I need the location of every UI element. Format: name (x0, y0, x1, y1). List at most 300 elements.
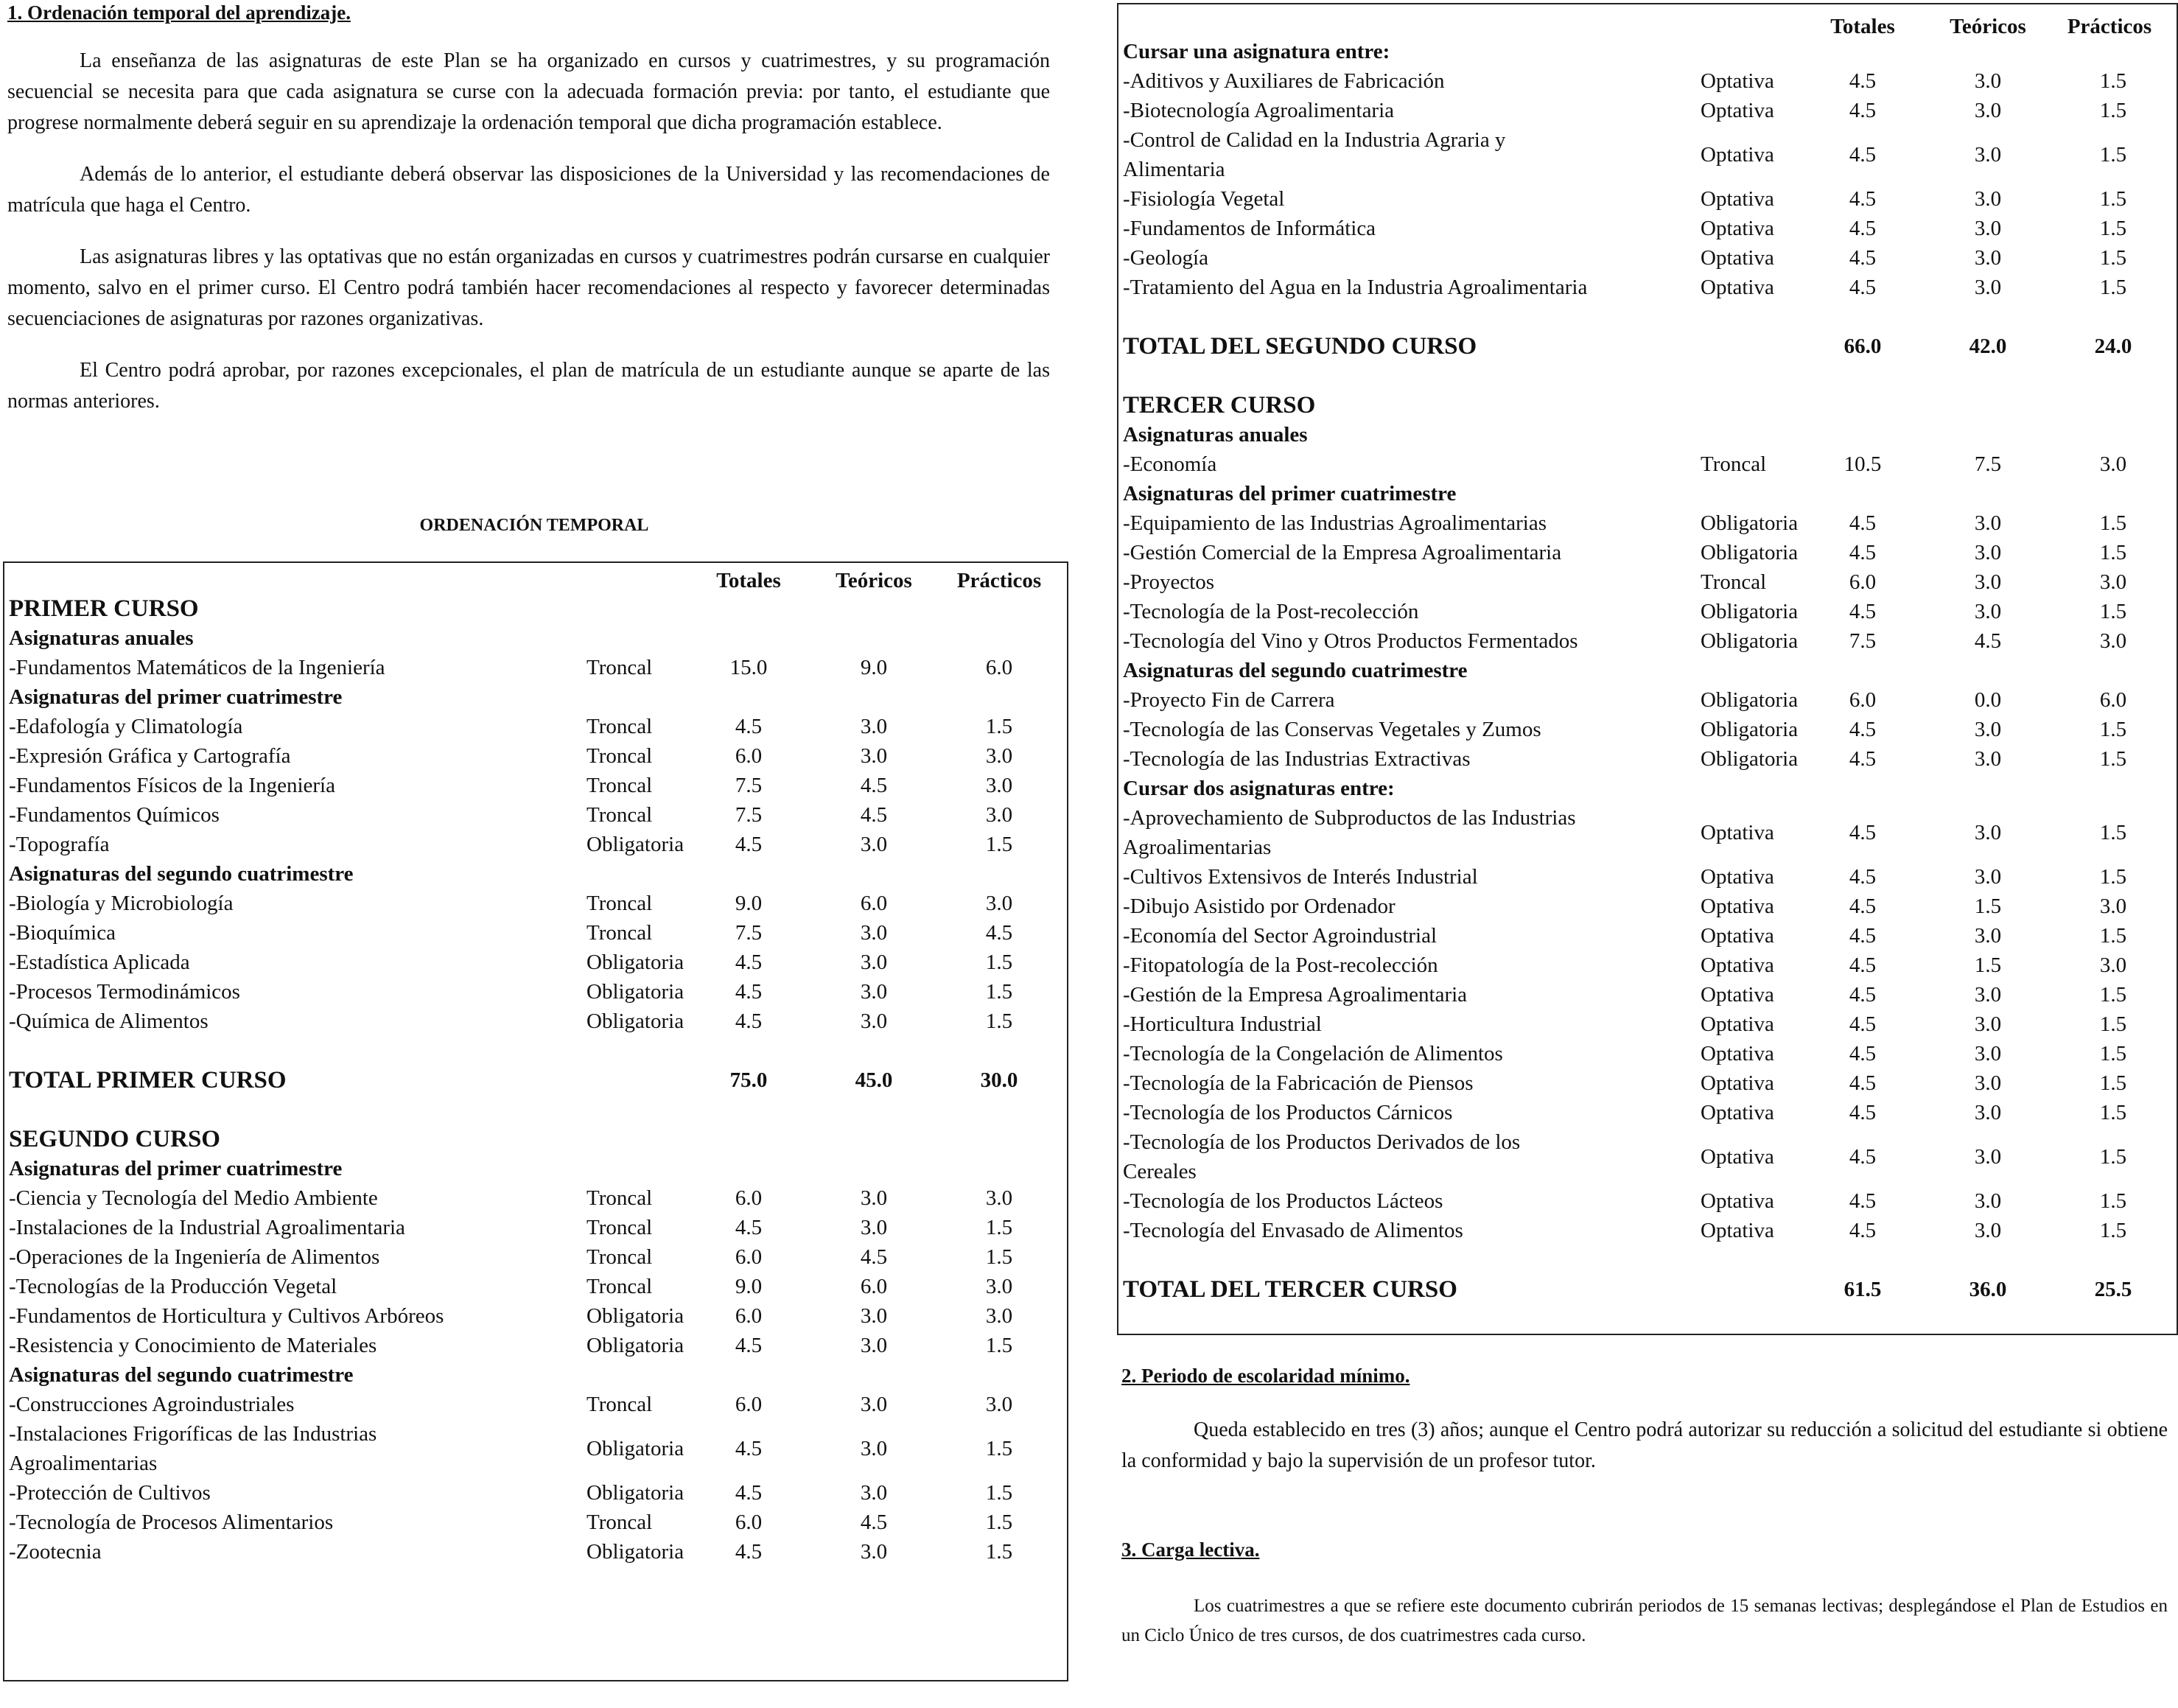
subject-name: -Tecnología de las Industrias Extractivas (1123, 747, 1471, 771)
subject-teoricos: 1.5 (1974, 953, 2002, 977)
subject-row (1118, 744, 2177, 774)
course-title: SEGUNDO CURSO (9, 1126, 220, 1152)
section-3-text: Los cuatrimestres a que se refiere este documento cubrirán periodos de 15 semanas lectivas; desplegándose el Plan de Estudios en un Ciclo Único de tres cursos, de dos cuatrimestres cada curso. (1121, 1596, 2168, 1645)
subject-totales: 4.5 (1849, 1012, 1877, 1036)
subject-name: -Tecnología de las Conservas Vegetales y Zumos (1123, 718, 1541, 741)
subject-teoricos: 3.0 (1974, 924, 2002, 948)
group-heading (1118, 479, 2177, 508)
subject-type: Obligatoria (1701, 718, 1799, 741)
subject-type: Obligatoria (1701, 541, 1799, 564)
subject-name: -Biotecnología Agroalimentaria (1123, 99, 1395, 122)
subject-type: Optativa (1701, 821, 1774, 844)
subject-row (1118, 273, 2177, 302)
subject-practicos: 1.5 (985, 833, 1013, 856)
subject-practicos: 1.5 (2099, 246, 2127, 270)
subject-practicos: 1.5 (2099, 1071, 2127, 1095)
subject-name: -Procesos Termodinámicos (9, 980, 240, 1004)
subject-totales: 4.5 (1849, 1071, 1877, 1095)
subject-type: Optativa (1701, 99, 1774, 122)
group-heading (1118, 774, 2177, 803)
subject-row (1118, 892, 2177, 921)
subject-name: -Química de Alimentos (9, 1009, 209, 1033)
subject-teoricos: 1.5 (1974, 895, 2002, 918)
subject-totales: 6.0 (735, 1304, 763, 1328)
subject-practicos: 1.5 (2099, 983, 2127, 1007)
subject-name: -Tecnología de la Fabricación de Piensos (1123, 1071, 1474, 1095)
subject-row (4, 1301, 1067, 1331)
subject-row (4, 1508, 1067, 1537)
subject-practicos: 1.5 (2099, 187, 2127, 211)
subject-row (1118, 508, 2177, 538)
subject-teoricos: 3.0 (860, 1481, 888, 1505)
subject-practicos: 6.0 (2099, 688, 2127, 712)
subject-type: Optativa (1701, 1071, 1774, 1095)
subject-row (1118, 125, 2177, 184)
table-title: ORDENACIÓN TEMPORAL (419, 516, 649, 535)
total-practicos: 25.5 (2094, 1278, 2132, 1301)
group-heading (1118, 37, 2177, 66)
header-teoricos: Teóricos (836, 569, 912, 592)
subject-teoricos: 3.0 (1974, 1145, 2002, 1169)
subject-practicos: 3.0 (985, 774, 1013, 797)
group-heading (1118, 656, 2177, 685)
subject-row (1118, 66, 2177, 96)
subject-practicos: 1.5 (2099, 69, 2127, 93)
subject-row (4, 889, 1067, 918)
subject-totales: 15.0 (729, 656, 768, 679)
subject-teoricos: 4.5 (1974, 629, 2002, 653)
subject-row (1118, 96, 2177, 125)
subject-type: Obligatoria (586, 951, 684, 974)
subject-totales: 6.0 (735, 744, 763, 768)
subject-name: -Gestión Comercial de la Empresa Agroalimentaria (1123, 541, 1562, 564)
group-title: Asignaturas anuales (9, 626, 194, 650)
subject-teoricos: 3.0 (860, 980, 888, 1004)
subject-practicos: 1.5 (985, 1009, 1013, 1033)
subject-practicos: 1.5 (2099, 1101, 2127, 1124)
header-teoricos: Teóricos (1950, 15, 2026, 38)
subject-type: Optativa (1701, 983, 1774, 1007)
group-title: Cursar una asignatura entre: (1123, 40, 1390, 63)
subject-type: Troncal (586, 1275, 653, 1298)
header-totales: Totales (716, 569, 781, 592)
subject-row (4, 918, 1067, 948)
subject-practicos: 1.5 (985, 980, 1013, 1004)
subject-totales: 4.5 (1849, 747, 1877, 771)
subject-teoricos: 3.0 (1974, 69, 2002, 93)
subject-teoricos: 3.0 (860, 921, 888, 945)
subject-type: Optativa (1701, 217, 1774, 240)
subject-totales: 6.0 (735, 1245, 763, 1269)
group-heading (4, 682, 1067, 712)
subject-totales: 4.5 (735, 1334, 763, 1357)
subject-name: -Cultivos Extensivos de Interés Industrial (1123, 865, 1478, 889)
section-1-body (7, 46, 1050, 417)
subject-teoricos: 4.5 (860, 803, 888, 827)
subject-practicos: 3.0 (985, 803, 1013, 827)
subject-practicos: 1.5 (2099, 217, 2127, 240)
subject-type: Obligatoria (586, 1009, 684, 1033)
subject-type: Optativa (1701, 1219, 1774, 1242)
subject-row (1118, 243, 2177, 273)
subject-teoricos: 6.0 (860, 1275, 888, 1298)
subject-totales: 4.5 (1849, 1101, 1877, 1124)
subject-row (1118, 803, 2177, 862)
subject-practicos: 1.5 (2099, 747, 2127, 771)
total-row (4, 1065, 1067, 1095)
group-title: Asignaturas del segundo cuatrimestre (9, 1363, 354, 1387)
subject-row (1118, 1127, 2177, 1186)
subject-teoricos: 3.0 (1974, 1042, 2002, 1065)
course-heading (4, 1124, 1067, 1154)
subject-practicos: 3.0 (985, 1275, 1013, 1298)
section-1-heading: 1. Ordenación temporal del aprendizaje. (7, 1, 351, 24)
subject-practicos: 1.5 (2099, 1189, 2127, 1213)
subject-row (1118, 449, 2177, 479)
subject-name: -Estadística Aplicada (9, 951, 190, 974)
paragraph: La enseñanza de las asignaturas de este Plan se ha organizado en cursos y cuatrimestres, y su programación secuencial se necesita para que cada asignatura se curse con la adecuada formación previa: por tanto, el estudiante que progrese normalmente deberá seguir en su aprendizaje la ordenación temporal que dicha programación establece. (7, 49, 1050, 134)
subject-row (1118, 1068, 2177, 1098)
subject-totales: 4.5 (1849, 276, 1877, 299)
subject-totales: 4.5 (735, 1437, 763, 1460)
subject-teoricos: 3.0 (860, 1304, 888, 1328)
subject-name-line2: Cereales (1123, 1160, 1197, 1183)
subject-type: Obligatoria (586, 1481, 684, 1505)
subject-teoricos: 3.0 (1974, 276, 2002, 299)
subject-row (4, 1390, 1067, 1419)
subject-row (4, 948, 1067, 977)
subject-name: -Tecnología del Vino y Otros Productos Fermentados (1123, 629, 1578, 653)
subject-row (4, 1419, 1067, 1478)
group-heading (4, 1360, 1067, 1390)
subject-type: Troncal (586, 1216, 653, 1239)
subject-teoricos: 3.0 (860, 833, 888, 856)
subject-name: -Edafología y Climatología (9, 715, 243, 738)
total-teoricos: 36.0 (1969, 1278, 2007, 1301)
subject-type: Optativa (1701, 1042, 1774, 1065)
subject-totales: 4.5 (735, 1540, 763, 1564)
subject-totales: 7.5 (735, 774, 763, 797)
subject-name: -Tratamiento del Agua en la Industria Agroalimentaria (1123, 276, 1588, 299)
subject-practicos: 1.5 (2099, 276, 2127, 299)
subject-name: -Construcciones Agroindustriales (9, 1393, 295, 1416)
left-table (3, 561, 1068, 1681)
subject-type: Optativa (1701, 1012, 1774, 1036)
subject-name: -Fundamentos Químicos (9, 803, 220, 827)
subject-totales: 4.5 (1849, 143, 1877, 167)
right-table (1117, 3, 2178, 1335)
subject-name: -Tecnología de los Productos Derivados de los (1123, 1130, 1521, 1154)
subject-teoricos: 3.0 (860, 1009, 888, 1033)
subject-type: Obligatoria (1701, 747, 1799, 771)
total-practicos: 24.0 (2094, 335, 2132, 358)
subject-row (1118, 1186, 2177, 1216)
group-heading (4, 1154, 1067, 1183)
subject-row (1118, 1098, 2177, 1127)
subject-name: -Tecnología de la Congelación de Alimentos (1123, 1042, 1503, 1065)
subject-name: -Zootecnia (9, 1540, 102, 1564)
subject-name: -Tecnología de los Productos Cárnicos (1123, 1101, 1453, 1124)
subject-type: Obligatoria (586, 1540, 684, 1564)
subject-name: -Horticultura Industrial (1123, 1012, 1322, 1036)
subject-practicos: 1.5 (2099, 143, 2127, 167)
subject-totales: 7.5 (1849, 629, 1877, 653)
subject-teoricos: 3.0 (860, 1216, 888, 1239)
total-row (1118, 332, 2177, 361)
subject-row (1118, 951, 2177, 980)
subject-teoricos: 3.0 (860, 1186, 888, 1210)
subject-teoricos: 3.0 (1974, 600, 2002, 623)
subject-practicos: 1.5 (985, 1437, 1013, 1460)
subject-name: -Gestión de la Empresa Agroalimentaria (1123, 983, 1468, 1007)
group-title: Asignaturas del segundo cuatrimestre (9, 862, 354, 886)
subject-type: Obligatoria (586, 833, 684, 856)
subject-name: -Biología y Microbiología (9, 892, 234, 915)
subject-practicos: 1.5 (2099, 600, 2127, 623)
subject-type: Optativa (1701, 1189, 1774, 1213)
subject-practicos: 3.0 (2099, 953, 2127, 977)
subject-type: Obligatoria (1701, 511, 1799, 535)
subject-name: -Fundamentos Matemáticos de la Ingeniería (9, 656, 385, 679)
subject-teoricos: 3.0 (860, 1334, 888, 1357)
subject-name-line2: Alimentaria (1123, 158, 1225, 181)
subject-type: Optativa (1701, 865, 1774, 889)
subject-name: -Tecnología del Envasado de Alimentos (1123, 1219, 1463, 1242)
total-practicos: 30.0 (980, 1068, 1018, 1092)
subject-name: -Ciencia y Tecnología del Medio Ambiente (9, 1186, 378, 1210)
subject-type: Troncal (586, 744, 653, 768)
subject-teoricos: 3.0 (1974, 1189, 2002, 1213)
subject-totales: 4.5 (1849, 1042, 1877, 1065)
subject-totales: 4.5 (735, 1009, 763, 1033)
subject-type: Optativa (1701, 924, 1774, 948)
subject-type: Obligatoria (1701, 629, 1799, 653)
subject-totales: 4.5 (1849, 865, 1877, 889)
subject-practicos: 6.0 (985, 656, 1013, 679)
subject-name: -Fundamentos de Informática (1123, 217, 1376, 240)
subject-name: -Tecnología de Procesos Alimentarios (9, 1511, 334, 1534)
subject-totales: 4.5 (735, 833, 763, 856)
subject-teoricos: 3.0 (1974, 718, 2002, 741)
subject-name: -Protección de Cultivos (9, 1481, 211, 1505)
subject-totales: 4.5 (1849, 895, 1877, 918)
subject-practicos: 1.5 (2099, 1145, 2127, 1169)
paragraph: El Centro podrá aprobar, por razones excepcionales, el plan de matrícula de un estudiante aunque se aparte de las normas anteriores. (7, 359, 1050, 413)
group-heading (4, 623, 1067, 653)
subject-practicos: 3.0 (2099, 570, 2127, 594)
subject-teoricos: 3.0 (1974, 1219, 2002, 1242)
subject-teoricos: 3.0 (860, 1540, 888, 1564)
subject-teoricos: 3.0 (1974, 570, 2002, 594)
subject-row (4, 800, 1067, 830)
subject-name: -Control de Calidad en la Industria Agraria y (1123, 128, 1506, 152)
subject-row (4, 830, 1067, 859)
subject-practicos: 1.5 (985, 1334, 1013, 1357)
subject-teoricos: 7.5 (1974, 452, 2002, 476)
header-totales: Totales (1830, 15, 1895, 38)
subject-practicos: 3.0 (985, 892, 1013, 915)
subject-row (1118, 1009, 2177, 1039)
subject-teoricos: 3.0 (1974, 511, 2002, 535)
section-2-text: Queda establecido en tres (3) años; aunque el Centro podrá autorizar su reducción a solicitud del estudiante si obtiene la conformidad y bajo la supervisión de un profesor tutor. (1121, 1418, 2168, 1472)
subject-totales: 4.5 (1849, 718, 1877, 741)
subject-name: -Instalaciones de la Industrial Agroalimentaria (9, 1216, 405, 1239)
subject-name-line2: Agroalimentarias (9, 1452, 158, 1475)
subject-teoricos: 3.0 (1974, 821, 2002, 844)
subject-teoricos: 3.0 (860, 1393, 888, 1416)
course-title: TERCER CURSO (1123, 392, 1316, 419)
section-3-heading: 3. Carga lectiva. (1121, 1539, 1260, 1561)
subject-row (4, 653, 1067, 682)
group-title: Asignaturas del primer cuatrimestre (9, 685, 343, 709)
subject-row (1118, 715, 2177, 744)
group-title: Asignaturas del primer cuatrimestre (9, 1157, 343, 1180)
subject-totales: 4.5 (1849, 1145, 1877, 1169)
subject-teoricos: 6.0 (860, 892, 888, 915)
total-totales: 75.0 (729, 1068, 768, 1092)
subject-name: -Fisiología Vegetal (1123, 187, 1285, 211)
subject-teoricos: 3.0 (860, 951, 888, 974)
subject-row (4, 1213, 1067, 1242)
subject-totales: 9.0 (735, 892, 763, 915)
subject-row (1118, 626, 2177, 656)
subject-totales: 4.5 (1849, 246, 1877, 270)
subject-teoricos: 3.0 (1974, 1101, 2002, 1124)
subject-practicos: 1.5 (2099, 511, 2127, 535)
subject-type: Obligatoria (1701, 600, 1799, 623)
subject-type: Troncal (586, 715, 653, 738)
subject-type: Obligatoria (586, 1304, 684, 1328)
subject-teoricos: 3.0 (860, 744, 888, 768)
subject-totales: 10.5 (1843, 452, 1882, 476)
subject-name: -Instalaciones Frigoríficas de las Industrias (9, 1422, 377, 1446)
subject-totales: 4.5 (1849, 600, 1877, 623)
subject-practicos: 1.5 (2099, 865, 2127, 889)
subject-row (4, 1007, 1067, 1036)
subject-type: Optativa (1701, 187, 1774, 211)
subject-practicos: 1.5 (985, 1511, 1013, 1534)
subject-practicos: 3.0 (2099, 629, 2127, 653)
subject-type: Troncal (1701, 570, 1767, 594)
subject-row (4, 741, 1067, 771)
header-practicos: Prácticos (2067, 15, 2152, 38)
subject-type: Optativa (1701, 246, 1774, 270)
subject-practicos: 3.0 (985, 1186, 1013, 1210)
subject-type: Troncal (586, 1511, 653, 1534)
total-row (1118, 1275, 2177, 1304)
subject-practicos: 1.5 (985, 1216, 1013, 1239)
subject-teoricos: 3.0 (1974, 541, 2002, 564)
subject-type: Troncal (586, 1245, 653, 1269)
subject-name: -Dibujo Asistido por Ordenador (1123, 895, 1396, 918)
subject-name: -Bioquímica (9, 921, 116, 945)
subject-type: Optativa (1701, 1101, 1774, 1124)
subject-name: -Economía (1123, 452, 1217, 476)
subject-name: -Proyecto Fin de Carrera (1123, 688, 1335, 712)
subject-row (1118, 214, 2177, 243)
subject-practicos: 1.5 (2099, 924, 2127, 948)
subject-type: Obligatoria (586, 980, 684, 1004)
subject-teoricos: 3.0 (1974, 1071, 2002, 1095)
subject-totales: 4.5 (1849, 821, 1877, 844)
subject-row (4, 1331, 1067, 1360)
subject-teoricos: 3.0 (1974, 983, 2002, 1007)
subject-type: Troncal (586, 1393, 653, 1416)
subject-totales: 4.5 (735, 715, 763, 738)
total-totales: 66.0 (1843, 335, 1882, 358)
subject-practicos: 1.5 (985, 715, 1013, 738)
subject-name-line2: Agroalimentarias (1123, 836, 1272, 859)
subject-teoricos: 3.0 (1974, 143, 2002, 167)
subject-totales: 4.5 (1849, 953, 1877, 977)
subject-totales: 4.5 (1849, 69, 1877, 93)
subject-totales: 4.5 (1849, 99, 1877, 122)
subject-teoricos: 4.5 (860, 1511, 888, 1534)
group-heading (1118, 420, 2177, 449)
group-title: Cursar dos asignaturas entre: (1123, 777, 1395, 800)
subject-practicos: 1.5 (985, 951, 1013, 974)
total-teoricos: 42.0 (1969, 335, 2007, 358)
subject-name: -Proyectos (1123, 570, 1215, 594)
subject-name: -Fitopatología de la Post-recolección (1123, 953, 1438, 977)
subject-practicos: 3.0 (985, 1304, 1013, 1328)
subject-totales: 7.5 (735, 803, 763, 827)
course-heading (1118, 391, 2177, 420)
subject-teoricos: 3.0 (860, 715, 888, 738)
subject-row (4, 977, 1067, 1007)
subject-type: Troncal (586, 803, 653, 827)
subject-practicos: 1.5 (2099, 1012, 2127, 1036)
subject-row (1118, 862, 2177, 892)
subject-practicos: 1.5 (985, 1540, 1013, 1564)
subject-row (4, 1272, 1067, 1301)
subject-type: Troncal (586, 892, 653, 915)
subject-type: Optativa (1701, 143, 1774, 167)
course-heading (4, 594, 1067, 623)
subject-type: Troncal (1701, 452, 1767, 476)
subject-practicos: 1.5 (2099, 1219, 2127, 1242)
subject-totales: 4.5 (1849, 541, 1877, 564)
subject-name: -Operaciones de la Ingeniería de Alimentos (9, 1245, 380, 1269)
subject-name: -Tecnología de la Post-recolección (1123, 600, 1419, 623)
subject-practicos: 1.5 (2099, 1042, 2127, 1065)
subject-teoricos: 3.0 (860, 1437, 888, 1460)
subject-totales: 4.5 (1849, 983, 1877, 1007)
subject-practicos: 1.5 (985, 1245, 1013, 1269)
subject-totales: 9.0 (735, 1275, 763, 1298)
subject-name: -Equipamiento de las Industrias Agroalimentarias (1123, 511, 1547, 535)
subject-type: Obligatoria (1701, 688, 1799, 712)
subject-row (4, 1537, 1067, 1567)
subject-practicos: 1.5 (2099, 821, 2127, 844)
subject-teoricos: 3.0 (1974, 99, 2002, 122)
subject-totales: 4.5 (1849, 924, 1877, 948)
subject-totales: 6.0 (735, 1393, 763, 1416)
subject-row (4, 1478, 1067, 1508)
subject-totales: 6.0 (735, 1511, 763, 1534)
subject-row (1118, 1039, 2177, 1068)
subject-totales: 4.5 (1849, 187, 1877, 211)
subject-row (4, 1183, 1067, 1213)
total-label: TOTAL PRIMER CURSO (9, 1067, 287, 1093)
subject-practicos: 1.5 (2099, 718, 2127, 741)
subject-type: Optativa (1701, 1145, 1774, 1169)
subject-name: -Expresión Gráfica y Cartografía (9, 744, 291, 768)
header-practicos: Prácticos (956, 569, 1042, 592)
subject-row (4, 712, 1067, 741)
section-2-heading: 2. Periodo de escolaridad mínimo. (1121, 1365, 1410, 1387)
group-title: Asignaturas del segundo cuatrimestre (1123, 659, 1468, 682)
